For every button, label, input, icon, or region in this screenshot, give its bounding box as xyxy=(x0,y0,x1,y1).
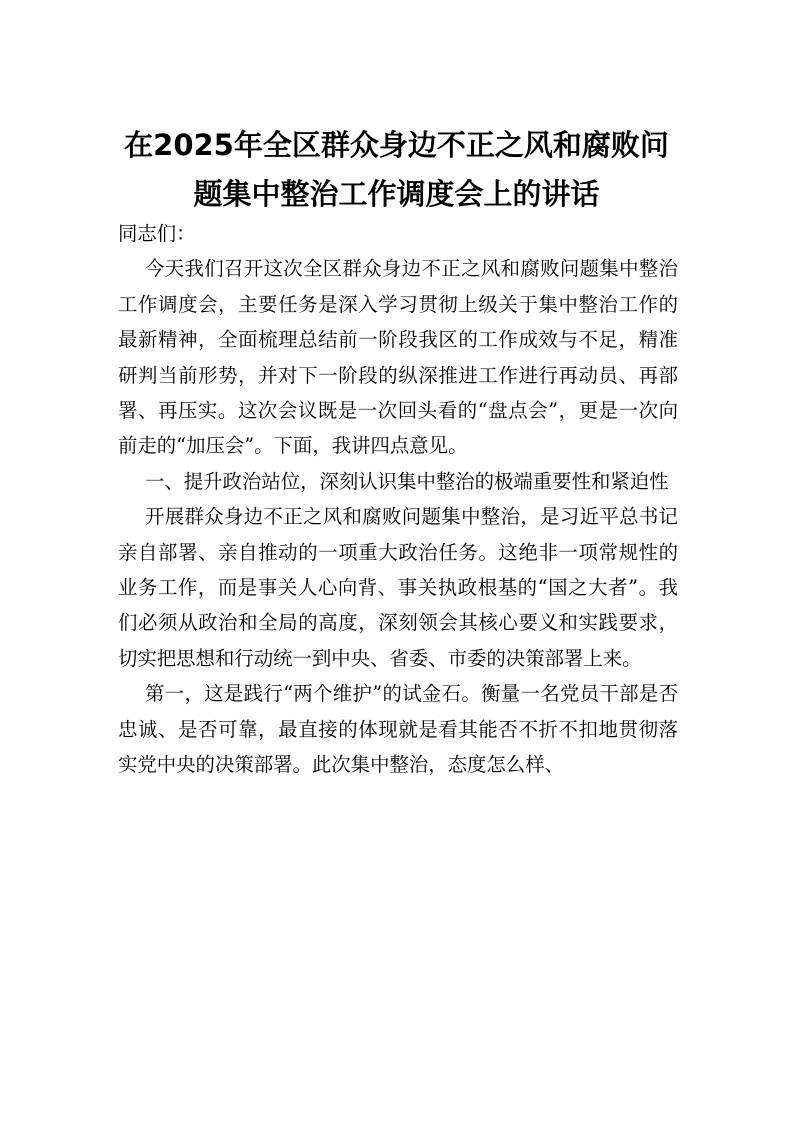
paragraph-point-1: 第一，这是践行“两个维护”的试金石。衡量一名党员干部是否忠诚、是否可靠，最直接的体现就是看其能否不折不扣地贯彻落实党中央的决策部署。此次集中整治，态度怎么样、 xyxy=(118,682,678,777)
salutation: 同志们： xyxy=(118,222,196,245)
document-body xyxy=(118,216,678,783)
paragraph-section-1: 开展群众身边不正之风和腐败问题集中整治，是习近平总书记亲自部署、亲自推动的一项重大政治任务。这绝非一项常规性的业务工作，而是事关人心向背、事关执政根基的“国之大者”。我们必须从政治和全局的高度，深刻领会其核心要义和实践要求，切实把思想和行动统一到中央、省委、市委的决策部署上来。 xyxy=(118,505,678,670)
paragraph-intro: 今天我们召开这次全区群众身边不正之风和腐败问题集中整治工作调度会，主要任务是深入学习贯彻上级关于集中整治工作的最新精神，全面梳理总结前一阶段我区的工作成效与不足，精准研判当前形势，并对下一阶段的纵深推进工作进行再动员、再部署、再压实。这次会议既是一次回头看的“盘点会”，更是一次向前走的“加压会”。下面，我讲四点意见。 xyxy=(118,257,678,458)
document-title-line-1: 在2025年全区群众身边不正之风和腐败问 xyxy=(124,128,669,162)
document-title-line-2: 题集中整治工作调度会上的讲话 xyxy=(193,177,600,211)
section-heading-1: 一、提升政治站位，深刻认识集中整治的极端重要性和紧迫性 xyxy=(145,469,669,493)
